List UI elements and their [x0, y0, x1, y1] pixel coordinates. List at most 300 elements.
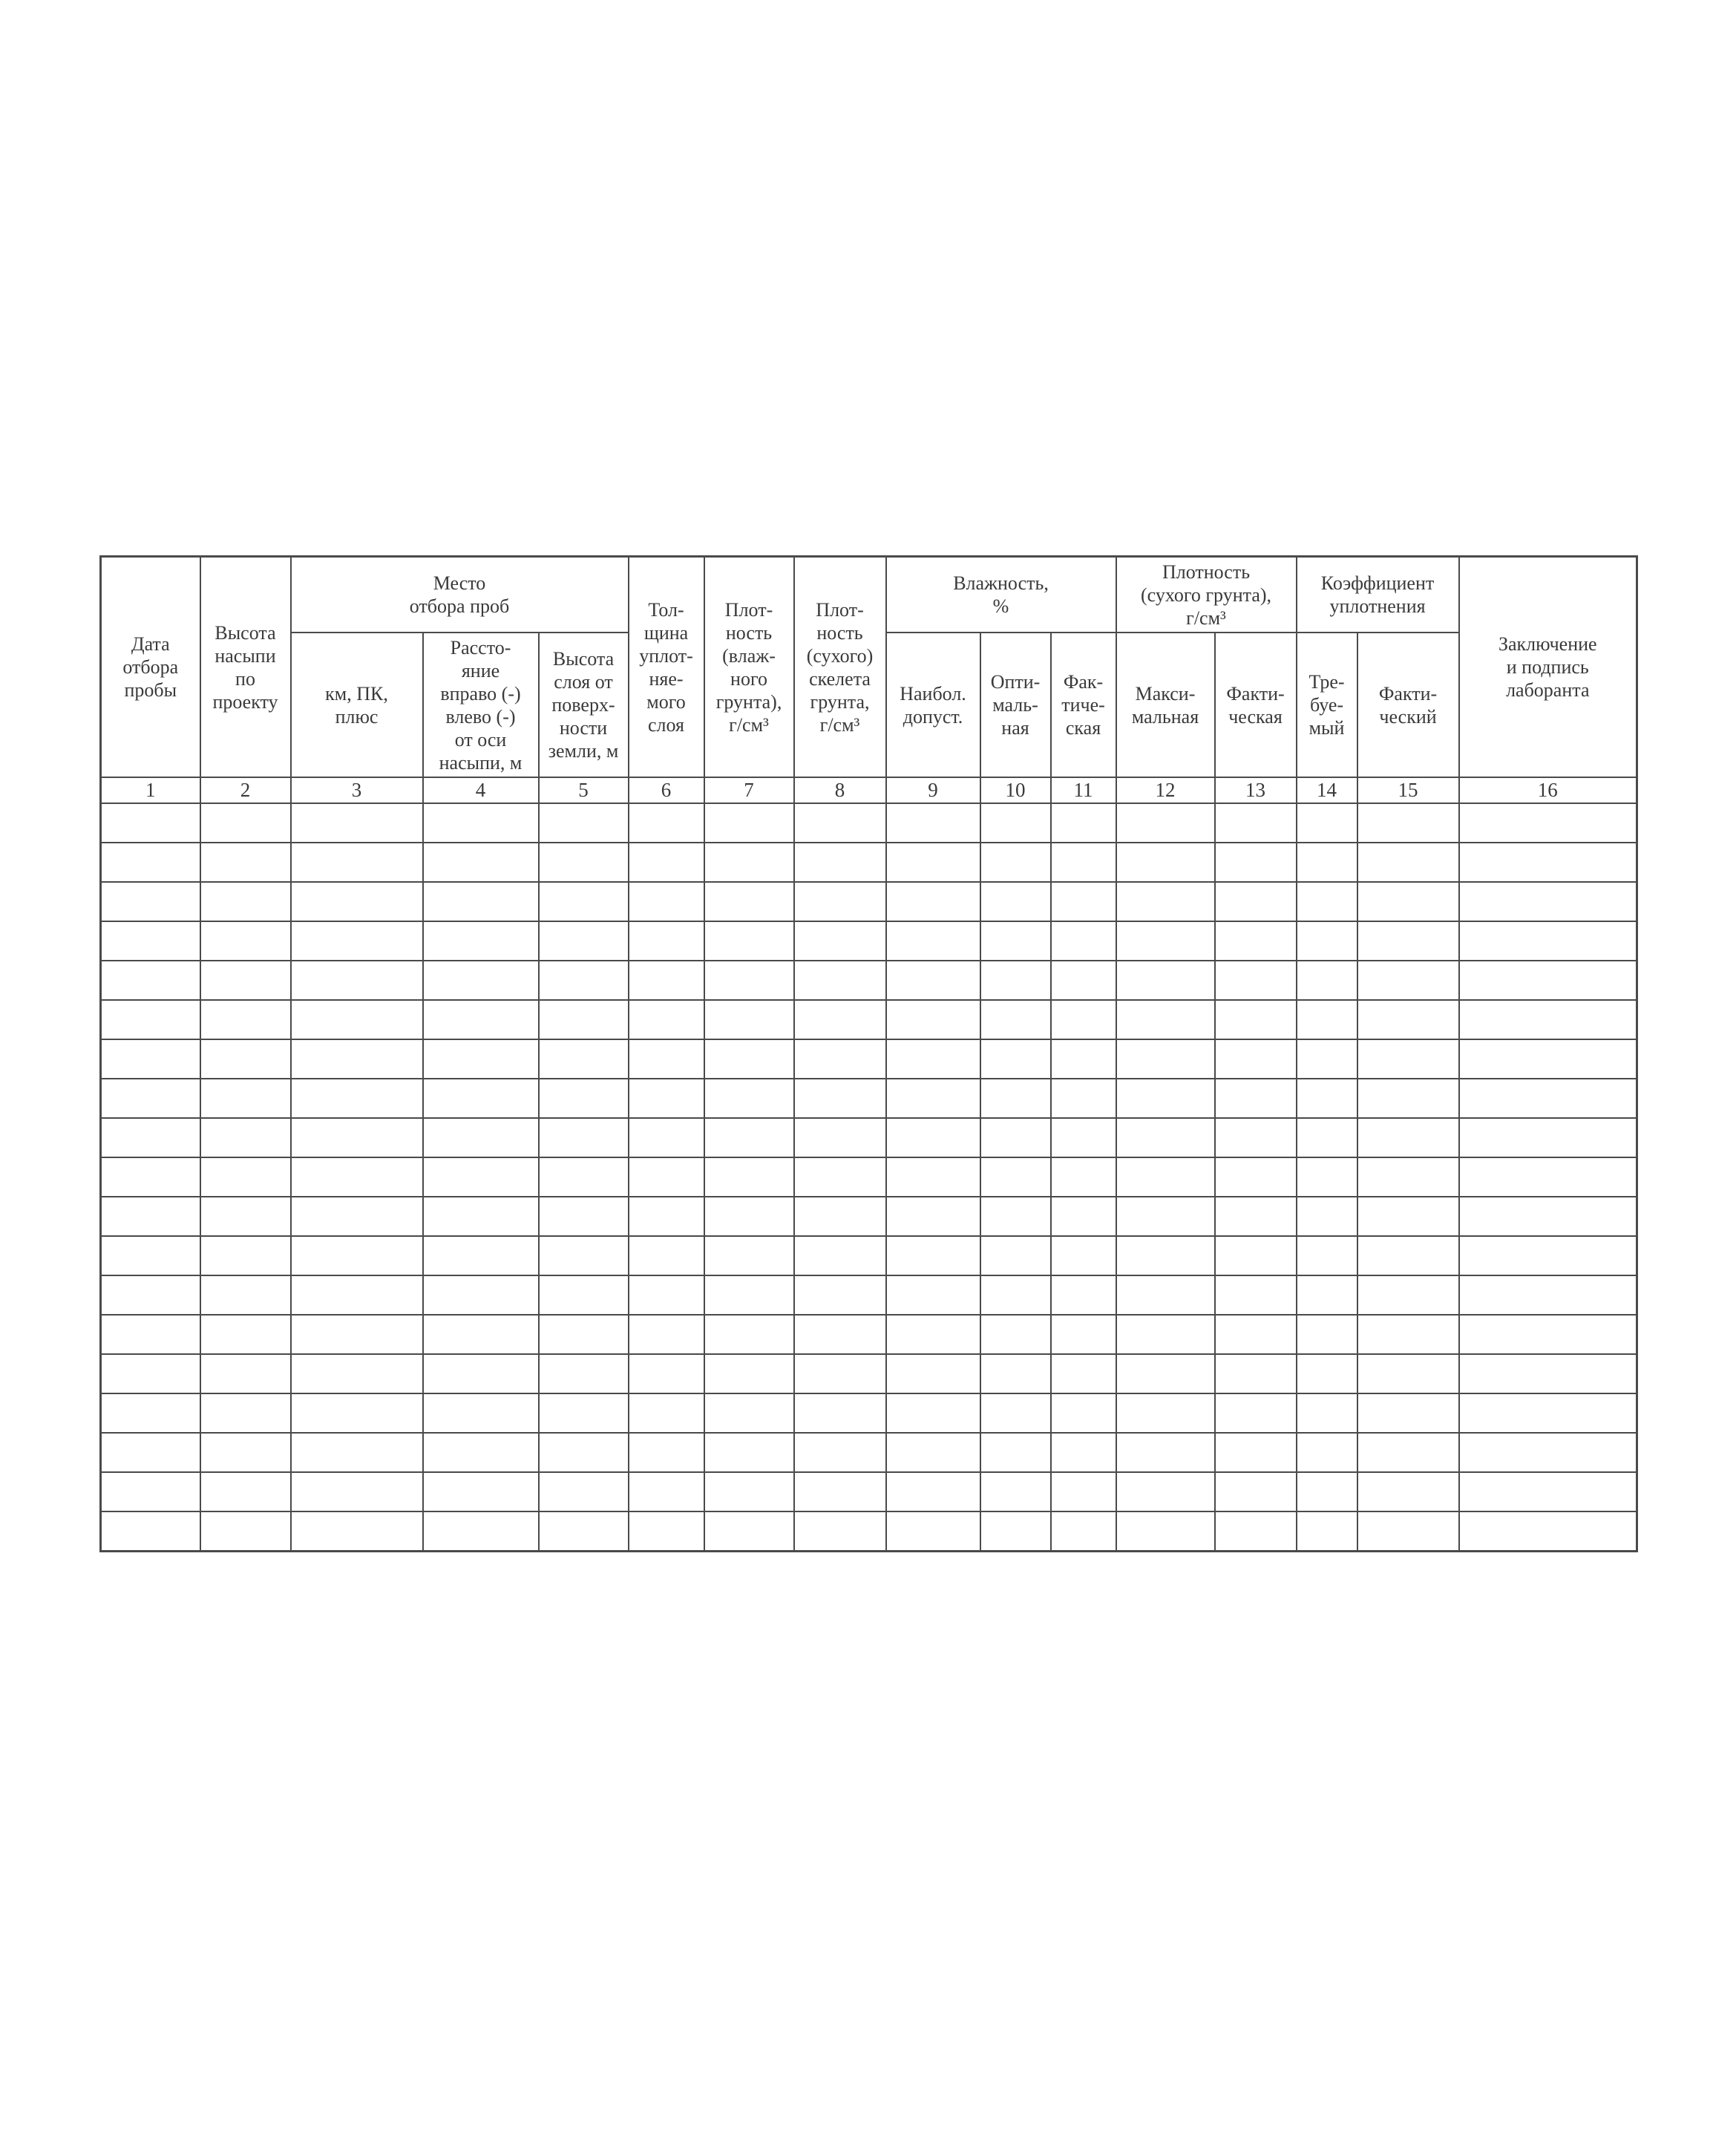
table-cell[interactable]	[423, 1000, 539, 1039]
table-cell[interactable]	[886, 1393, 980, 1433]
table-cell[interactable]	[886, 1118, 980, 1157]
table-cell[interactable]	[1357, 1315, 1459, 1354]
table-cell[interactable]	[1459, 1157, 1637, 1197]
table-cell[interactable]	[980, 1354, 1051, 1393]
table-cell[interactable]	[423, 1472, 539, 1511]
table-cell[interactable]	[423, 882, 539, 921]
table-cell[interactable]	[1051, 803, 1116, 843]
table-cell[interactable]	[629, 1275, 704, 1315]
table-cell[interactable]	[1357, 961, 1459, 1000]
table-cell[interactable]	[1116, 1433, 1215, 1472]
table-cell[interactable]	[291, 1197, 423, 1236]
table-cell[interactable]	[1051, 1393, 1116, 1433]
table-cell[interactable]	[1459, 1433, 1637, 1472]
table-cell[interactable]	[1459, 1275, 1637, 1315]
table-cell[interactable]	[1116, 961, 1215, 1000]
table-cell[interactable]	[291, 961, 423, 1000]
table-cell[interactable]	[980, 921, 1051, 961]
table-cell[interactable]	[1116, 1079, 1215, 1118]
table-cell[interactable]	[539, 1315, 629, 1354]
table-cell[interactable]	[980, 1118, 1051, 1157]
table-cell[interactable]	[200, 1315, 291, 1354]
table-cell[interactable]	[629, 1118, 704, 1157]
table-cell[interactable]	[1116, 1472, 1215, 1511]
table-cell[interactable]	[886, 961, 980, 1000]
table-cell[interactable]	[200, 1197, 291, 1236]
table-cell[interactable]	[886, 882, 980, 921]
table-cell[interactable]	[101, 1000, 200, 1039]
table-cell[interactable]	[1357, 1511, 1459, 1552]
table-cell[interactable]	[1297, 1472, 1357, 1511]
table-cell[interactable]	[1297, 1197, 1357, 1236]
table-cell[interactable]	[1116, 1000, 1215, 1039]
table-cell[interactable]	[539, 1472, 629, 1511]
table-cell[interactable]	[704, 1039, 794, 1079]
table-cell[interactable]	[1215, 1354, 1297, 1393]
table-cell[interactable]	[1116, 803, 1215, 843]
table-cell[interactable]	[886, 1039, 980, 1079]
table-cell[interactable]	[1357, 1275, 1459, 1315]
table-cell[interactable]	[539, 843, 629, 882]
table-cell[interactable]	[1051, 1157, 1116, 1197]
table-cell[interactable]	[1297, 1393, 1357, 1433]
table-cell[interactable]	[101, 1433, 200, 1472]
table-cell[interactable]	[886, 1472, 980, 1511]
table-cell[interactable]	[629, 1315, 704, 1354]
table-cell[interactable]	[200, 882, 291, 921]
table-cell[interactable]	[539, 1275, 629, 1315]
table-cell[interactable]	[291, 1472, 423, 1511]
table-cell[interactable]	[1357, 921, 1459, 961]
table-cell[interactable]	[704, 1157, 794, 1197]
table-cell[interactable]	[886, 803, 980, 843]
table-cell[interactable]	[1116, 882, 1215, 921]
table-cell[interactable]	[1297, 1039, 1357, 1079]
table-cell[interactable]	[291, 1315, 423, 1354]
table-cell[interactable]	[1051, 1472, 1116, 1511]
table-cell[interactable]	[1297, 1433, 1357, 1472]
table-cell[interactable]	[291, 1354, 423, 1393]
table-cell[interactable]	[1357, 1236, 1459, 1275]
table-cell[interactable]	[886, 1157, 980, 1197]
table-cell[interactable]	[1116, 921, 1215, 961]
table-cell[interactable]	[1459, 1236, 1637, 1275]
table-cell[interactable]	[980, 1393, 1051, 1433]
table-cell[interactable]	[1357, 1079, 1459, 1118]
table-cell[interactable]	[200, 1236, 291, 1275]
table-cell[interactable]	[704, 1000, 794, 1039]
table-cell[interactable]	[1459, 921, 1637, 961]
table-cell[interactable]	[101, 843, 200, 882]
table-cell[interactable]	[794, 1354, 886, 1393]
table-cell[interactable]	[1116, 843, 1215, 882]
table-cell[interactable]	[980, 1275, 1051, 1315]
table-cell[interactable]	[539, 1157, 629, 1197]
table-cell[interactable]	[629, 1039, 704, 1079]
table-cell[interactable]	[629, 1511, 704, 1552]
table-cell[interactable]	[1357, 1000, 1459, 1039]
table-cell[interactable]	[980, 1315, 1051, 1354]
table-cell[interactable]	[629, 882, 704, 921]
table-cell[interactable]	[1357, 1393, 1459, 1433]
table-cell[interactable]	[291, 843, 423, 882]
table-cell[interactable]	[980, 1197, 1051, 1236]
table-cell[interactable]	[101, 1118, 200, 1157]
table-cell[interactable]	[423, 1157, 539, 1197]
table-cell[interactable]	[200, 961, 291, 1000]
table-cell[interactable]	[794, 1079, 886, 1118]
table-cell[interactable]	[629, 1000, 704, 1039]
table-cell[interactable]	[423, 1275, 539, 1315]
table-cell[interactable]	[704, 843, 794, 882]
table-cell[interactable]	[101, 961, 200, 1000]
table-cell[interactable]	[101, 1472, 200, 1511]
table-cell[interactable]	[1051, 1315, 1116, 1354]
table-cell[interactable]	[101, 1393, 200, 1433]
table-cell[interactable]	[794, 803, 886, 843]
table-cell[interactable]	[539, 1118, 629, 1157]
table-cell[interactable]	[423, 843, 539, 882]
table-cell[interactable]	[1051, 1039, 1116, 1079]
table-cell[interactable]	[101, 1275, 200, 1315]
table-cell[interactable]	[101, 1236, 200, 1275]
table-cell[interactable]	[423, 1511, 539, 1552]
table-cell[interactable]	[1357, 1039, 1459, 1079]
table-cell[interactable]	[704, 1197, 794, 1236]
table-cell[interactable]	[200, 921, 291, 961]
table-cell[interactable]	[1051, 1433, 1116, 1472]
table-cell[interactable]	[980, 961, 1051, 1000]
table-cell[interactable]	[629, 1393, 704, 1433]
table-cell[interactable]	[1357, 1118, 1459, 1157]
table-cell[interactable]	[1215, 1039, 1297, 1079]
table-cell[interactable]	[1357, 1354, 1459, 1393]
table-cell[interactable]	[629, 921, 704, 961]
table-cell[interactable]	[101, 803, 200, 843]
table-cell[interactable]	[1297, 1354, 1357, 1393]
table-cell[interactable]	[101, 1197, 200, 1236]
table-cell[interactable]	[539, 1039, 629, 1079]
table-cell[interactable]	[1215, 1472, 1297, 1511]
table-cell[interactable]	[629, 1197, 704, 1236]
table-cell[interactable]	[1459, 1197, 1637, 1236]
table-cell[interactable]	[1116, 1157, 1215, 1197]
table-cell[interactable]	[794, 1157, 886, 1197]
table-cell[interactable]	[1297, 1275, 1357, 1315]
table-cell[interactable]	[794, 1236, 886, 1275]
table-cell[interactable]	[1116, 1393, 1215, 1433]
table-cell[interactable]	[1297, 1511, 1357, 1552]
table-cell[interactable]	[1297, 961, 1357, 1000]
table-cell[interactable]	[1116, 1275, 1215, 1315]
table-cell[interactable]	[200, 1511, 291, 1552]
table-cell[interactable]	[539, 882, 629, 921]
table-cell[interactable]	[1357, 1157, 1459, 1197]
table-cell[interactable]	[291, 1433, 423, 1472]
table-cell[interactable]	[423, 1118, 539, 1157]
table-cell[interactable]	[101, 921, 200, 961]
table-cell[interactable]	[291, 921, 423, 961]
table-cell[interactable]	[704, 1275, 794, 1315]
table-cell[interactable]	[200, 1393, 291, 1433]
table-cell[interactable]	[1297, 1118, 1357, 1157]
table-cell[interactable]	[886, 921, 980, 961]
table-cell[interactable]	[1459, 1039, 1637, 1079]
table-cell[interactable]	[423, 1197, 539, 1236]
table-cell[interactable]	[1051, 1354, 1116, 1393]
table-cell[interactable]	[1357, 1197, 1459, 1236]
table-cell[interactable]	[1215, 1118, 1297, 1157]
table-cell[interactable]	[423, 1354, 539, 1393]
table-cell[interactable]	[629, 1079, 704, 1118]
table-cell[interactable]	[1459, 1079, 1637, 1118]
table-cell[interactable]	[200, 1354, 291, 1393]
table-cell[interactable]	[1215, 961, 1297, 1000]
table-cell[interactable]	[794, 1000, 886, 1039]
table-cell[interactable]	[886, 843, 980, 882]
table-cell[interactable]	[794, 1393, 886, 1433]
table-cell[interactable]	[704, 803, 794, 843]
table-cell[interactable]	[539, 1433, 629, 1472]
table-cell[interactable]	[1459, 1511, 1637, 1552]
table-cell[interactable]	[200, 1039, 291, 1079]
table-cell[interactable]	[1116, 1354, 1215, 1393]
table-cell[interactable]	[794, 1433, 886, 1472]
table-cell[interactable]	[629, 843, 704, 882]
table-cell[interactable]	[1297, 882, 1357, 921]
table-cell[interactable]	[1051, 882, 1116, 921]
table-cell[interactable]	[1459, 1000, 1637, 1039]
table-cell[interactable]	[1459, 843, 1637, 882]
table-cell[interactable]	[794, 1275, 886, 1315]
table-cell[interactable]	[1116, 1236, 1215, 1275]
table-cell[interactable]	[1459, 1118, 1637, 1157]
table-cell[interactable]	[539, 1197, 629, 1236]
table-cell[interactable]	[423, 1433, 539, 1472]
table-cell[interactable]	[291, 882, 423, 921]
table-cell[interactable]	[1357, 882, 1459, 921]
table-cell[interactable]	[1459, 882, 1637, 921]
table-cell[interactable]	[704, 1236, 794, 1275]
table-cell[interactable]	[1357, 803, 1459, 843]
table-cell[interactable]	[1051, 961, 1116, 1000]
table-cell[interactable]	[1297, 803, 1357, 843]
table-cell[interactable]	[1215, 1157, 1297, 1197]
table-cell[interactable]	[886, 1275, 980, 1315]
table-cell[interactable]	[980, 1433, 1051, 1472]
table-cell[interactable]	[1459, 1393, 1637, 1433]
table-cell[interactable]	[794, 843, 886, 882]
table-cell[interactable]	[629, 1472, 704, 1511]
table-cell[interactable]	[539, 1236, 629, 1275]
table-cell[interactable]	[1215, 921, 1297, 961]
table-cell[interactable]	[1297, 1315, 1357, 1354]
table-cell[interactable]	[101, 1039, 200, 1079]
table-cell[interactable]	[291, 1039, 423, 1079]
table-cell[interactable]	[886, 1197, 980, 1236]
table-cell[interactable]	[980, 1079, 1051, 1118]
table-cell[interactable]	[1215, 1275, 1297, 1315]
table-cell[interactable]	[794, 1039, 886, 1079]
table-cell[interactable]	[980, 1000, 1051, 1039]
table-cell[interactable]	[886, 1433, 980, 1472]
table-cell[interactable]	[704, 1393, 794, 1433]
table-cell[interactable]	[1459, 803, 1637, 843]
table-cell[interactable]	[886, 1354, 980, 1393]
table-cell[interactable]	[539, 1000, 629, 1039]
table-cell[interactable]	[291, 1393, 423, 1433]
table-cell[interactable]	[1215, 1433, 1297, 1472]
table-cell[interactable]	[1215, 1236, 1297, 1275]
table-cell[interactable]	[1459, 1472, 1637, 1511]
table-cell[interactable]	[980, 1039, 1051, 1079]
table-cell[interactable]	[291, 803, 423, 843]
table-cell[interactable]	[704, 1315, 794, 1354]
table-cell[interactable]	[539, 803, 629, 843]
table-cell[interactable]	[539, 1393, 629, 1433]
table-cell[interactable]	[794, 1197, 886, 1236]
table-cell[interactable]	[980, 1472, 1051, 1511]
table-cell[interactable]	[886, 1315, 980, 1354]
table-cell[interactable]	[1215, 1393, 1297, 1433]
table-cell[interactable]	[704, 1511, 794, 1552]
table-cell[interactable]	[423, 921, 539, 961]
table-cell[interactable]	[1297, 1236, 1357, 1275]
table-cell[interactable]	[423, 1315, 539, 1354]
table-cell[interactable]	[1116, 1039, 1215, 1079]
table-cell[interactable]	[200, 1000, 291, 1039]
table-cell[interactable]	[1297, 843, 1357, 882]
table-cell[interactable]	[629, 1157, 704, 1197]
table-cell[interactable]	[423, 1393, 539, 1433]
table-cell[interactable]	[539, 921, 629, 961]
table-cell[interactable]	[794, 1511, 886, 1552]
table-cell[interactable]	[794, 1315, 886, 1354]
table-cell[interactable]	[1051, 1275, 1116, 1315]
table-cell[interactable]	[200, 1472, 291, 1511]
table-cell[interactable]	[980, 843, 1051, 882]
table-cell[interactable]	[1051, 1118, 1116, 1157]
table-cell[interactable]	[886, 1079, 980, 1118]
table-cell[interactable]	[1215, 843, 1297, 882]
table-cell[interactable]	[1357, 1472, 1459, 1511]
table-cell[interactable]	[101, 1354, 200, 1393]
table-cell[interactable]	[704, 1118, 794, 1157]
table-cell[interactable]	[1116, 1511, 1215, 1552]
table-cell[interactable]	[200, 1433, 291, 1472]
table-cell[interactable]	[1297, 1079, 1357, 1118]
table-cell[interactable]	[794, 921, 886, 961]
table-cell[interactable]	[200, 843, 291, 882]
table-cell[interactable]	[1215, 882, 1297, 921]
table-cell[interactable]	[629, 961, 704, 1000]
table-cell[interactable]	[200, 1118, 291, 1157]
table-cell[interactable]	[1051, 1236, 1116, 1275]
table-cell[interactable]	[1116, 1118, 1215, 1157]
table-cell[interactable]	[539, 961, 629, 1000]
table-cell[interactable]	[886, 1236, 980, 1275]
table-cell[interactable]	[291, 1157, 423, 1197]
table-cell[interactable]	[886, 1511, 980, 1552]
table-cell[interactable]	[291, 1118, 423, 1157]
table-cell[interactable]	[794, 961, 886, 1000]
table-cell[interactable]	[1357, 843, 1459, 882]
table-cell[interactable]	[101, 882, 200, 921]
table-cell[interactable]	[1051, 1079, 1116, 1118]
table-cell[interactable]	[1051, 1000, 1116, 1039]
table-cell[interactable]	[200, 803, 291, 843]
table-cell[interactable]	[1051, 1511, 1116, 1552]
table-cell[interactable]	[101, 1315, 200, 1354]
table-cell[interactable]	[1051, 843, 1116, 882]
table-cell[interactable]	[1215, 1000, 1297, 1039]
table-cell[interactable]	[1215, 1079, 1297, 1118]
table-cell[interactable]	[704, 1079, 794, 1118]
table-cell[interactable]	[1215, 803, 1297, 843]
table-cell[interactable]	[291, 1511, 423, 1552]
table-cell[interactable]	[629, 1433, 704, 1472]
table-cell[interactable]	[539, 1079, 629, 1118]
table-cell[interactable]	[539, 1354, 629, 1393]
table-cell[interactable]	[291, 1236, 423, 1275]
table-cell[interactable]	[704, 1433, 794, 1472]
table-cell[interactable]	[704, 921, 794, 961]
table-cell[interactable]	[423, 1079, 539, 1118]
table-cell[interactable]	[886, 1000, 980, 1039]
table-cell[interactable]	[704, 882, 794, 921]
table-cell[interactable]	[1459, 1315, 1637, 1354]
table-cell[interactable]	[539, 1511, 629, 1552]
table-cell[interactable]	[1215, 1511, 1297, 1552]
table-cell[interactable]	[200, 1079, 291, 1118]
table-cell[interactable]	[1459, 1354, 1637, 1393]
table-cell[interactable]	[980, 1236, 1051, 1275]
table-cell[interactable]	[423, 803, 539, 843]
table-cell[interactable]	[101, 1157, 200, 1197]
table-cell[interactable]	[291, 1000, 423, 1039]
table-cell[interactable]	[794, 1118, 886, 1157]
table-cell[interactable]	[423, 961, 539, 1000]
table-cell[interactable]	[980, 1511, 1051, 1552]
table-cell[interactable]	[1116, 1315, 1215, 1354]
table-cell[interactable]	[200, 1157, 291, 1197]
table-cell[interactable]	[101, 1511, 200, 1552]
table-cell[interactable]	[1051, 921, 1116, 961]
table-cell[interactable]	[629, 1354, 704, 1393]
table-cell[interactable]	[794, 1472, 886, 1511]
table-cell[interactable]	[1215, 1197, 1297, 1236]
table-cell[interactable]	[1215, 1315, 1297, 1354]
table-cell[interactable]	[1116, 1197, 1215, 1236]
table-cell[interactable]	[980, 803, 1051, 843]
table-cell[interactable]	[1297, 1157, 1357, 1197]
table-cell[interactable]	[1459, 961, 1637, 1000]
table-cell[interactable]	[794, 882, 886, 921]
table-cell[interactable]	[423, 1039, 539, 1079]
table-cell[interactable]	[291, 1079, 423, 1118]
table-cell[interactable]	[704, 961, 794, 1000]
table-cell[interactable]	[1357, 1433, 1459, 1472]
table-cell[interactable]	[1297, 921, 1357, 961]
table-cell[interactable]	[1051, 1197, 1116, 1236]
table-cell[interactable]	[629, 1236, 704, 1275]
table-cell[interactable]	[704, 1472, 794, 1511]
table-cell[interactable]	[980, 1157, 1051, 1197]
table-cell[interactable]	[101, 1079, 200, 1118]
table-cell[interactable]	[1297, 1000, 1357, 1039]
table-cell[interactable]	[291, 1275, 423, 1315]
table-cell[interactable]	[629, 803, 704, 843]
